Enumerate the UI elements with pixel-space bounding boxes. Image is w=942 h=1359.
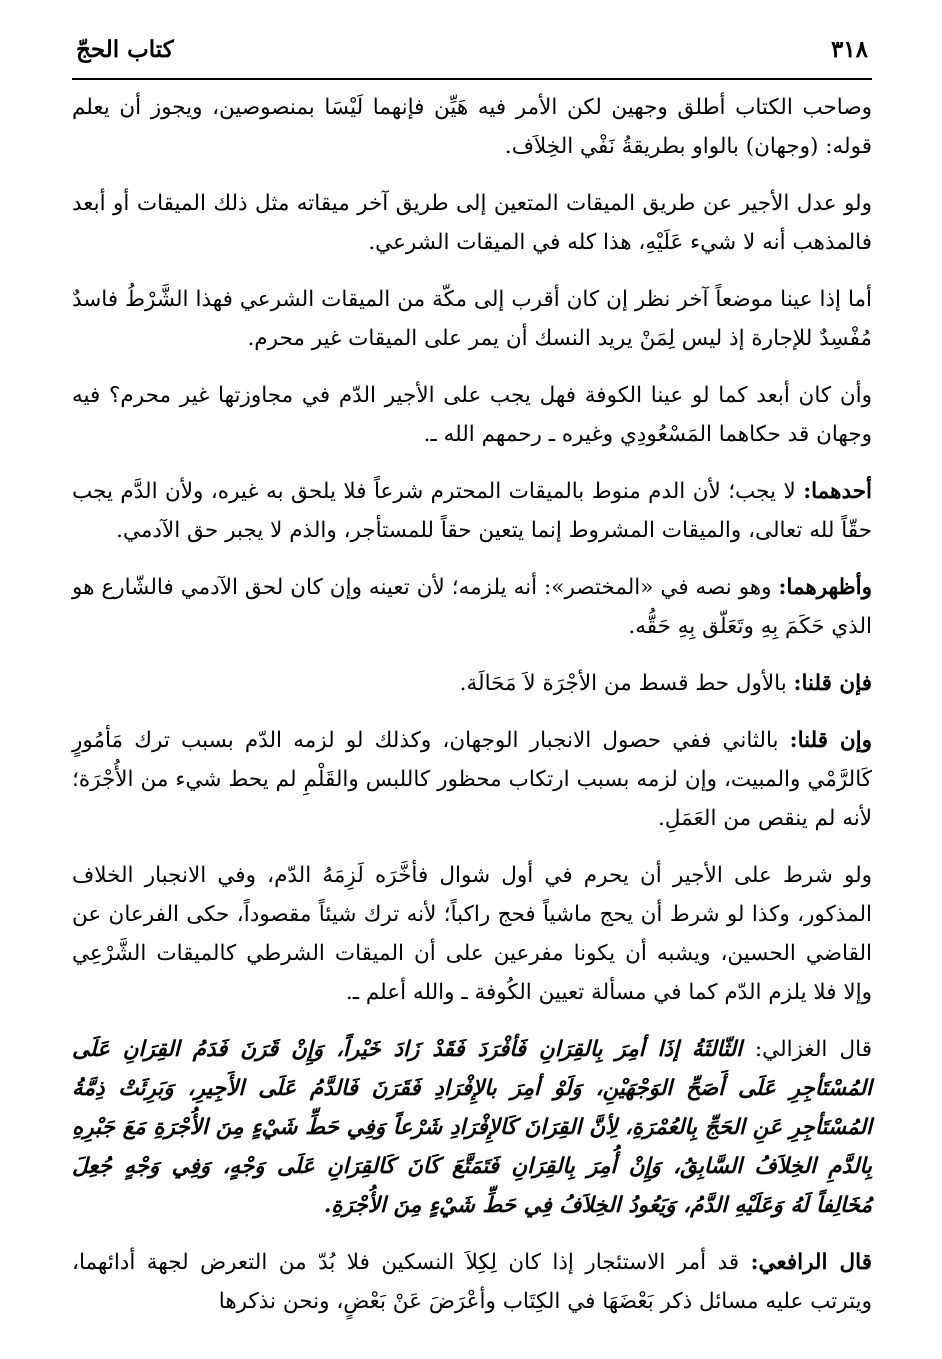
paragraph <box>72 664 872 703</box>
book-page <box>72 30 872 1330</box>
paragraph-text: بالثاني ففي حصول الانجبار الوجهان، وكذلك لو لزمه الدّم بسبب ترك مَأمُورٍ كَالرَّمْي والمبيت، وإن لزمه بسبب ارتكاب محظور كاللبس والقَلْمِ لم يحط شيء من الأُجْرَة؛ لأنه لم ينقص من العَمَلِ. <box>72 728 872 831</box>
book-title: كتاب الحجّ <box>76 36 174 63</box>
paragraph-text: بالأول حط قسط من الأجْرَة لاَ مَحَالَة. <box>459 671 794 696</box>
ghazali-quote-paragraph <box>72 1030 872 1225</box>
paragraph-lead: وأظهرهما: <box>778 575 872 600</box>
paragraph <box>72 280 872 358</box>
paragraph-lead: قال الرافعي: <box>750 1250 872 1275</box>
paragraph-lead: فإن قلنا: <box>793 671 872 696</box>
paragraph-lead: أحدهما: <box>803 479 872 504</box>
paragraph <box>72 88 872 166</box>
paragraph <box>72 376 872 454</box>
paragraph-text: وهو نصه في «المختصر»: أنه يلزمه؛ لأن تعينه وإن كان لحق الآدمي فالشّارع هو الذي حَكَمَ بِهِ وتَعَلّق بِهِ حَقُّه. <box>72 575 872 639</box>
paragraph-text: وأن كان أبعد كما لو عينا الكوفة فهل يجب على الأجير الدّم في مجاوزتها غير محرم؟ فيه وجهان قد حكاهما المَسْعُودِي وغيره ـ رحمهم الله ـ. <box>72 383 872 447</box>
paragraph-text: وصاحب الكتاب أطلق وجهين لكن الأمر فيه هَيِّن فإنهما لَيْسَا بمنصوصين، ويجوز أن يعلم قوله: (وجهان) بالواو بطريقةُ نَفْي الخِلاَف. <box>72 95 872 159</box>
paragraph <box>72 568 872 646</box>
quote-speaker: قال الغزالي: <box>754 1037 872 1062</box>
paragraph <box>72 856 872 1012</box>
paragraph <box>72 184 872 262</box>
page-body <box>72 88 872 1321</box>
paragraph-text: لا يجب؛ لأن الدم منوط بالميقات المحترم شرعاً فلا يلحق به غيره، ولأن الدَّم يجب حقّاً لله تعالى، والميقات المشروط إنما يتعين حقاً للمستأجر، والذم لا يجبر حق الآدمي. <box>72 479 872 543</box>
page-header <box>72 30 872 80</box>
paragraph-text: ولو شرط على الأجير أن يحرم في أول شوال فأخَّرَه لَزِمَهُ الدّم، وفي الانجبار الخلاف المذكور، وكذا لو شرط أن يحج ماشياً فحج راكباً؛ لأنه ترك شيئاً مقصوداً، حكى الفرعان عن القاضي الحسين، ويشبه أن يكونا مفرعين على أن الميقات الشرطي كالميقات الشَّرْعِي وإلا فلا يلزم الدّم كما في مسألة تعيين الكُوفة ـ والله أعلم ـ. <box>72 863 872 1005</box>
page-number: ٣١٨ <box>830 36 868 63</box>
paragraph <box>72 1243 872 1321</box>
paragraph <box>72 721 872 838</box>
paragraph-text: ولو عدل الأجير عن طريق الميقات المتعين إلى طريق آخر ميقاته مثل ذلك الميقات أو أبعد فالمذهب أنه لا شيء عَلَيْهِ، هذا كله في الميقات الشرعي. <box>72 191 872 255</box>
quote-text: الثّالثَةُ إذَا أمِرَ بِالقِرَانِ فَأفْرَدَ فَقَدْ زَادَ خَيْراً، وَإِنْ قَرَنَ فَدَمُ القِرَانِ عَلَى المُسْتَأجِرِ عَلَى أَصَحِّ الوَجْهَيْنِ، وَلَوْ أمِرَ بالإِفْرَادِ فَقَرَنَ فَالدَّمُ عَلَى الأَجِيرِ، وَبَرِئَتْ ذِمَّةُ المُسْتَأجِرِ عَنِ الحَجِّ بِالعُمْرَةِ، لِأنَّ القِرَانَ كَالإِفْرَادِ شَرْعاً وَفِي حَطِّ شَيْءٍ مِنَ الأُجْرَةِ مَعَ جَبْرِهِ بِالدَّمِ الخِلاَفُ السَّابِقُ، وَإِنْ أُمِرَ بِالقِرَانِ فَتَمَتَّعَ كَانَ كَالقِرَانِ عَلَى وَجْهٍ، وَفِي وَجْهٍ جُعِلَ مُخَالِفاً لَهُ وَعَلَيْهِ الدَّمُ، وَيَعُودُ الخِلاَفُ فِي حَطِّ شَيْءٍ مِنَ الأُجْرَةِ. <box>72 1037 872 1218</box>
paragraph-lead: وإن قلنا: <box>789 728 872 753</box>
paragraph <box>72 472 872 550</box>
paragraph-text: أما إذا عينا موضعاً آخر نظر إن كان أقرب إلى مكّة من الميقات الشرعي فهذا الشَّرْطُ فاسدٌ مُفْسِدٌ للإجارة إذ ليس لِمَنْ يريد النسك أن يمر على الميقات غير محرم. <box>72 287 872 351</box>
paragraph-text: قد أمر الاستئجار إذا كان لِكِلاَ النسكين فلا بُدّ من التعرض لجهة أدائهما، ويترتب عليه مسائل ذكر بَعْضَهَا في الكِتَاب وأعْرَضَ عَنْ بَعْضٍ، ونحن نذكرها <box>72 1250 872 1314</box>
